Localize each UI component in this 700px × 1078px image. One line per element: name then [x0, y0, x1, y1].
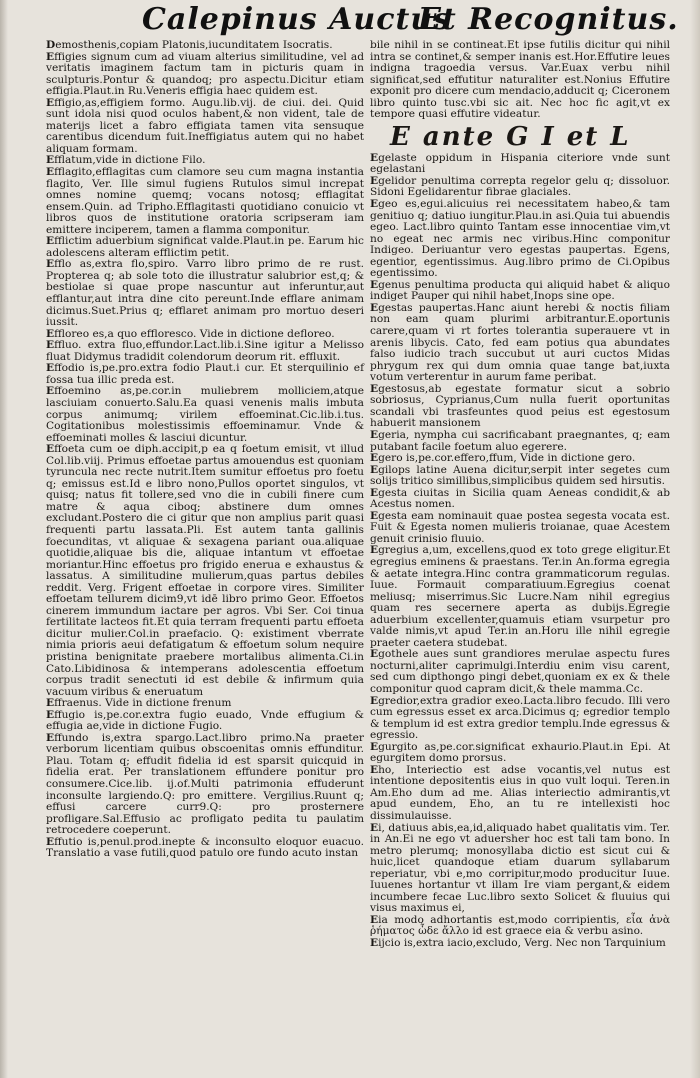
dictionary-entry: Egilops latine Auena dicitur,serpit inter segetes cum solijs tritico simillibus,simplicibus quidem sed hirsutis. [370, 463, 670, 488]
running-header [0, 0, 700, 40]
dictionary-entry: Egeria, nympha cui sacrificabant praegnantes, q; eam putabant facile foetum aluo egerere. [370, 428, 670, 453]
dictionary-entry: Egurgito as,pe.cor.significat exhaurio.Plaut.in Epi. At egurgitem domo prorsus. [370, 740, 670, 765]
dictionary-entry: Efflagito,efflagitas cum clamore seu cum magna instantia flagito, Ver. Ille simul fugiens Rutulos simul increpat omnes nomine quemq; vocans notosq; efflagitat ensem.Quin. ad Tripho.Efflagitasti quotidiano conuicio vt libros quos de institutione oratoria scripseram iam emittere inciperem, tamen a flamma componitur. [46, 166, 364, 236]
dictionary-entry: Ei, datiuus abis,ea,id,aliquado habet qualitatis vim. Ter. in An.Ei ne ego vt aduersher hoc est tali tam bono. In metro plerumq; monosyllaba dictio est sicut cui & huic,licet quandoque etiam duarum syllabarum reperiatur, vbi e,mo corripitur,modo producitur Iuue. Iuuenes hortantur vt illam Ire viam pergant,& eidem incumbere fecae Luc.libro sexto Solicet & fluuius qui visus maximus ei, [370, 821, 670, 915]
dictionary-entry: Egestas paupertas.Hanc aiunt herebi & noctis filiam non eam quam plurimi arbitrantur.E.oportunis carere,quam vi rt fortes tolerantia superauere vt in arenis libycis. Cato, fed eam potius qua abundates falso iudicio trach succubut ut auri cuctos Midas phrygum rex qui dum omnia quae tange bat,iuxta votum verterentur in aurum fame peribat. [370, 301, 670, 384]
dictionary-entry: Effugio is,pe.cor.extra fugio euado, Vnde effugium & effugia ae,vide in dictione Fugio. [46, 708, 364, 733]
dictionary-entry: Effoeta cum oe diph.accipit,p ea q foetum emisit, vt illud Col.lib.viij. Primus effoetae partus amouendus est quoniam tyruncula nec recte nutrit.Item sumitur effoetus pro foetu q; emissus est.Id e libro nono,Pullos oportet singulos, vt quisq; natus fit tollere,sed vno die in cubili finere cum matre & aqua ciboq; abstinere dum omnes excludant.Postero die ci gitur que non amplius parit quasi frequenti partu lassata.Pli. Est autem tanta gallinis foecunditas, vt aliquae & sexagena pariant oua.aliquae quotidie,aliquae bis die, aliquae intantum vt effoetae moriantur.Hinc effoetus pro frigido enerua e exhaustus & lassatus. A similitudine mulierum,quas partus debiles reddit. Verg. Frigent effoetae in corpore vires. Similiter effoetam tellurem dicim9,vt idē libro primo Geor. Effoetos cinerem immundum iactare per agros. Vbi Ser. Coi tinua fertilitate lacteos fit.Et quia terram frequenti partu effoeta dicitur mulier.Col.in praefacio. Q: existiment vberrate nimia prioris aeui defatigatum & effoetum solum nequire pristina benignitate praebere mortalibus alimenta.Ci.in Cato.Libidinosa & intemperans adolescentia effoetum corpus tradit senectuti id est debile & infirmum quia vacuum viribus & eneruatum [46, 443, 364, 698]
dictionary-entry: Effloreo es,a quo effloresco. Vide in dictione defloreo. [46, 327, 335, 340]
dictionary-entry: Egothele aues sunt grandiores merulae aspectu fures nocturni,aliter caprimulgi.Interdiu enim visu carent, sed cum dipthongo pingi debet,quoniam ex ex & thele componitur quod capram dicit,& thele mamma.Cc. [370, 648, 670, 695]
dictionary-entry: Egredior,extra gradior exeo.Lacta.libro fecudo. Illi vero cum egressus esset ex arca.Dicimus q; egredior templo & templum id est extra gredior templu.Inde egressus & egressio. [370, 694, 670, 742]
dictionary-entry: Eia modo adhortantis est,modo corripientis, εἶα ἀνὰ ῥήματος ὧδε ἄλλο id est graece eia & verbu asino. [370, 913, 670, 938]
dictionary-entry: Egelidor penultima correpta regelor gelu q; dissoluor. Sidoni Egelidarentur fibrae glaciales. [370, 174, 670, 199]
right-column [370, 40, 670, 950]
dictionary-entry: Effraenus. Vide in dictione frenum [46, 697, 232, 710]
dictionary-entry: Egesta ciuitas in Sicilia quam Aeneas condidit,& ab Acestus nomen. [370, 486, 670, 511]
dictionary-entry: Egregius a,um, excellens,quod ex toto grege eligitur.Et egregius eminens & praestans. Ter.in An.forma egregia & aetate integra.Hinc contra grammaticorum regulas. Iuue. Formauit comparatiuum.Egregius coenat meliusq; miserrimus.Sic Lucre.Nam nihil egregius quam res secernere aperta as dubijs.Egregie aduerbium excellenter,quamuis etiam vsurpetur pro valde nimis,vt apud Ter.in an.Horu ille nihil egregie praeter caetera studebat. [370, 544, 670, 649]
dictionary-entry: Egeo es,egui.alicuius rei necessitatem habeo,& tam genitiuo q; datiuo iungitur.Plau.in asi.Quia tui abuendis egeo. Lact.libro quinto Tantam esse innocentiae vim,vt no egeat nec armis nec viribus.Hinc componitur Indigeo. Deriuantur vero egestas paupertas. Egens, egentior, egentissimus. Aug.libro primo de Ci.Opibus egentissimo. [370, 198, 670, 280]
dictionary-entry: Effodio is,pe.pro.extra fodio Plaut.i cur. Et sterquilinio ef fossa tua illic preda est. [46, 362, 364, 386]
dictionary-entry: Eijcio is,extra iacio,excludo, Verg. Nec non Tarquinium [370, 937, 666, 950]
running-header-right: Et Recognitus. [418, 2, 679, 37]
section-heading: E ante G I et L [390, 121, 631, 152]
dictionary-entry: Effluo. extra fluo,effundor.Lact.lib.i.Sine igitur a Melisso fluat Didymus tradidit colendorum deorum rit. effluxit. [46, 339, 364, 363]
dictionary-entry: Egenus penultima producta qui aliquid habet & aliquo indiget Pauper qui nihil habet,Inops sine ope. [370, 278, 670, 303]
dictionary-entry: Egelaste oppidum in Hispania citeriore vnde sunt egelastani [370, 151, 670, 176]
dictionary-entry: Eho, Interiectio est adse vocantis,vel nutus est intentione depositentis eius in quo vult loqui. Teren.in Am.Eho dum ad me. Alias interiectio admirantis,vt apud eundem, Eho, an tu re intellexisti hoc dissimulauisse. [370, 763, 670, 822]
dictionary-entry: Egestosus,ab egestate formatur sicut a sobrio sobriosus, Cyprianus,Cum nulla fuerit oportunitas scandali vbi trasfeuntes quod peius est egestosum habuerit mansionem [370, 382, 670, 430]
dictionary-entry: Effutio is,penul.prod.inepte & inconsulto eloquor euacuo. Translatio a vase futili,quod patulo ore fundo acuto instan [46, 835, 364, 860]
running-header-left: Calepinus Auctus [142, 2, 452, 37]
dictionary-entry: Efflo as,extra flo,spiro. Varro libro primo de re rust. Propterea q; ab sole toto die illustratur salubrior est,q; & bestiolae si quae prope nascuntur aut inferuntur,aut efflantur,aut intra dine cito pereunt.Inde efflare animam dicimus.Suet.Prius q; efflaret animam pro mortuo deseri iussit. [46, 258, 364, 329]
dictionary-entry: Effoemino as,pe.cor.in muliebrem molliciem,atque lasciuiam conuerto.Salu.Ea quasi venenis malis imbuta corpus animumq; virilem effoeminat.Cic.lib.i.tus. Cogitationibus molestissimis effoeminamur. Vnde & effoeminati molles & lasciui dicuntur. [46, 385, 364, 444]
dictionary-entry: Egero is,pe.cor.effero,ffum, Vide in dictione gero. [370, 452, 636, 465]
dictionary-entry: Egesta eam nominauit quae postea segesta vocata est. Fuit & Egesta nomen mulieris troianae, quae Acestem genuit crinisio fluuio. [370, 509, 670, 545]
page-edge-shadow [690, 0, 700, 1078]
dictionary-entry: Efflatum,vide in dictione Filo. [46, 154, 206, 167]
dictionary-entry: Demosthenis,copiam Platonis,iucunditatem Isocratis. [46, 39, 333, 51]
dictionary-entry: Effigies signum cum ad viuam alterius similitudine, vel ad veritatis imaginem factum tam in picturis quam in sculpturis.Pontur & quandoq; pro aspectu.Dicitur etiam effigia.Plaut.in Ru.Veneris effigia haec quidem est. [46, 50, 364, 98]
continued-entry: bile nihil in se contineat.Et ipse futilis dicitur qui nihil intra se continet,& semper inanis est.Hor.Effutire leues indigna tragoedia versus. Var.Euax verbu nihil significat,sed effutitur naturaliter est.Nonius Effutire exponit pro dicere cum mendacio,adducit q; Ciceronem libro quinto tusc.vbi sic ait. Nec hoc fic agit,vt ex tempore quasi effutire videatur. [370, 39, 670, 121]
dictionary-entry: Effigio,as,effigiem formo. Augu.lib.vij. de ciui. dei. Quid sunt idola nisi quod oculos habent,& non vident, tale de materijs licet a fabro effigiata tamen vita sensuque carentibus dicendum fuit.Ineffigiatus autem qui no habet aliquam formam. [46, 96, 364, 155]
dictionary-entry: Effundo is,extra spargo.Lact.libro primo.Na praeter verborum licentiam quibus obscoenitas omnis effunditur. Plau. Totam q; effudit fidelia id est sparsit quicquid in fidelia erat. Per translationem effundere ponitur pro consumere.Cice.lib. ij.of.Multi patrimonia effuderunt inconsulte largiendo.Q: pro emittere. Vergilius.Ruunt q; effusi carcere curr9.Q: pro prosternere profligare.Sal.Effusio ac profligato pedita tu paulatim retrocedere coeperunt. [46, 731, 364, 837]
page-gutter-shadow [0, 0, 8, 1078]
left-column [46, 40, 364, 860]
dictionary-entry: Efflictim aduerbium significat valde.Plaut.in pe. Earum hic adolescens alteram efflictim petit. [46, 235, 364, 259]
